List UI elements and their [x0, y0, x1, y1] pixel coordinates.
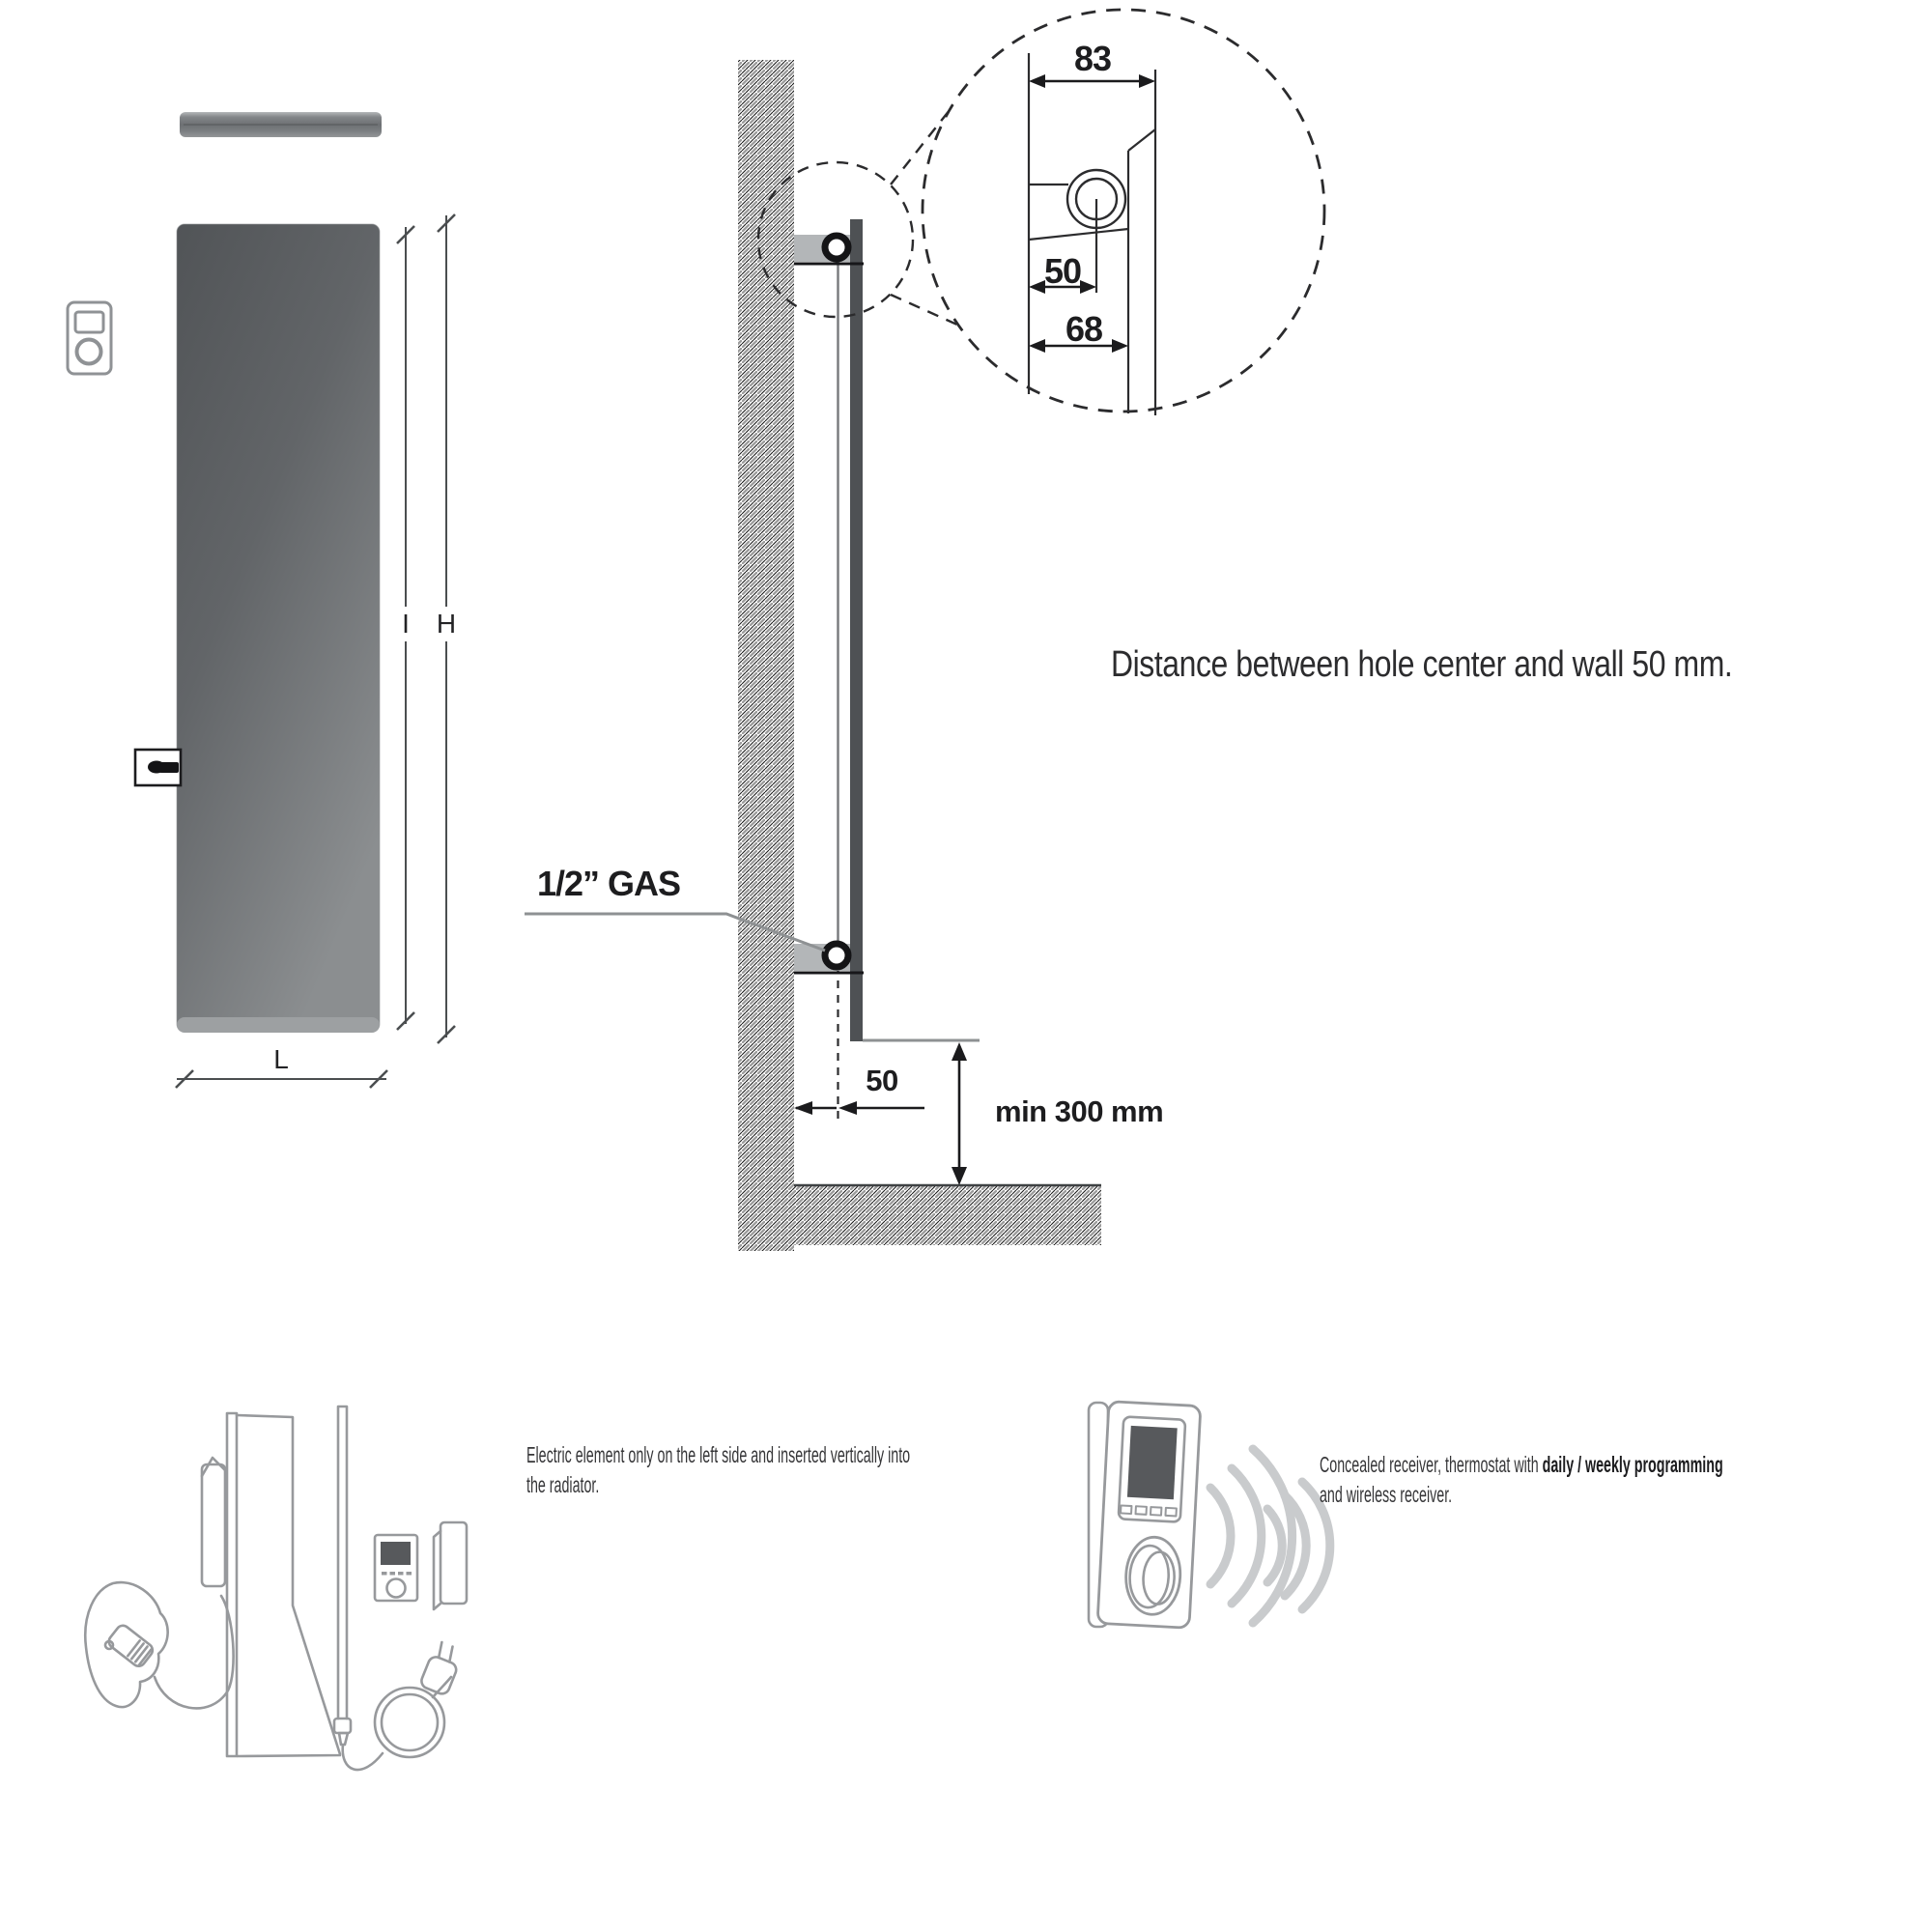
front-view [68, 112, 455, 1088]
element-cable-in [343, 1745, 383, 1770]
receiver-note-prefix: Concealed receiver, thermostat with [1320, 1452, 1543, 1477]
electric-note-line1: Electric element only on the left side and inserted vertically into [526, 1442, 911, 1467]
radiator-slab-edge [227, 1413, 237, 1756]
min-floor-clearance-label: min 300 mm [995, 1094, 1164, 1128]
detail-dim-68-label: 68 [1065, 309, 1103, 349]
heating-element-rod [338, 1406, 347, 1719]
electric-element-illustration [85, 1406, 467, 1770]
wall-section [738, 60, 794, 1251]
wireless-waves-icon [1210, 1449, 1330, 1623]
detail-link-lower [891, 295, 959, 326]
detail-panel-chamfer [1128, 129, 1155, 151]
wall-socket-plate [85, 1582, 167, 1707]
element-collar [334, 1719, 351, 1733]
mini-thermostat [375, 1535, 417, 1601]
plug-cable [155, 1596, 234, 1708]
element-housing [202, 1464, 225, 1586]
wireless-thermostat-illustration [1089, 1402, 1330, 1629]
side-view [525, 10, 1324, 1251]
dim-height-label: H [436, 609, 457, 639]
thermostat-body [1097, 1402, 1201, 1629]
detail-link-upper [891, 110, 950, 185]
cable-coil-outer [375, 1688, 444, 1757]
cable-coil-inner [382, 1694, 438, 1750]
element-housing-top [202, 1458, 225, 1476]
electric-note-line2: the radiator. [526, 1472, 600, 1498]
radiator-slab-perspective [237, 1415, 340, 1756]
radiator-side-profile [850, 219, 863, 1041]
radiator-bottom-rail [177, 1017, 380, 1033]
element-tip [339, 1733, 348, 1745]
detail-bracket-bottom [1029, 229, 1128, 240]
receiver-note-line2: and wireless receiver. [1320, 1482, 1453, 1508]
wall-offset-label: 50 [866, 1064, 898, 1097]
receiver-note-bold: daily / weekly programming [1542, 1452, 1723, 1477]
mini-receiver [434, 1522, 467, 1609]
dim-inner-height-label: I [402, 609, 410, 639]
gas-connection-label: 1/2” GAS [537, 864, 681, 903]
detail-dim-50-label: 50 [1043, 251, 1082, 291]
receiver-note [1320, 1450, 1723, 1510]
detail-view [1029, 53, 1155, 415]
detail-dim-83-label: 83 [1073, 39, 1112, 78]
electric-note [526, 1440, 910, 1500]
thermostat-screen [1127, 1426, 1178, 1499]
min-height-arrow [952, 1042, 967, 1185]
radiator-panel [177, 224, 380, 1032]
distance-note: Distance between hole center and wall 50 mm. [1111, 644, 1733, 685]
dim-width-label: L [273, 1044, 289, 1074]
wall-offset-arrows [794, 1101, 924, 1115]
floor-section [794, 1185, 1101, 1245]
remote-thermostat-icon [68, 302, 111, 374]
electric-connection-box [135, 750, 181, 785]
